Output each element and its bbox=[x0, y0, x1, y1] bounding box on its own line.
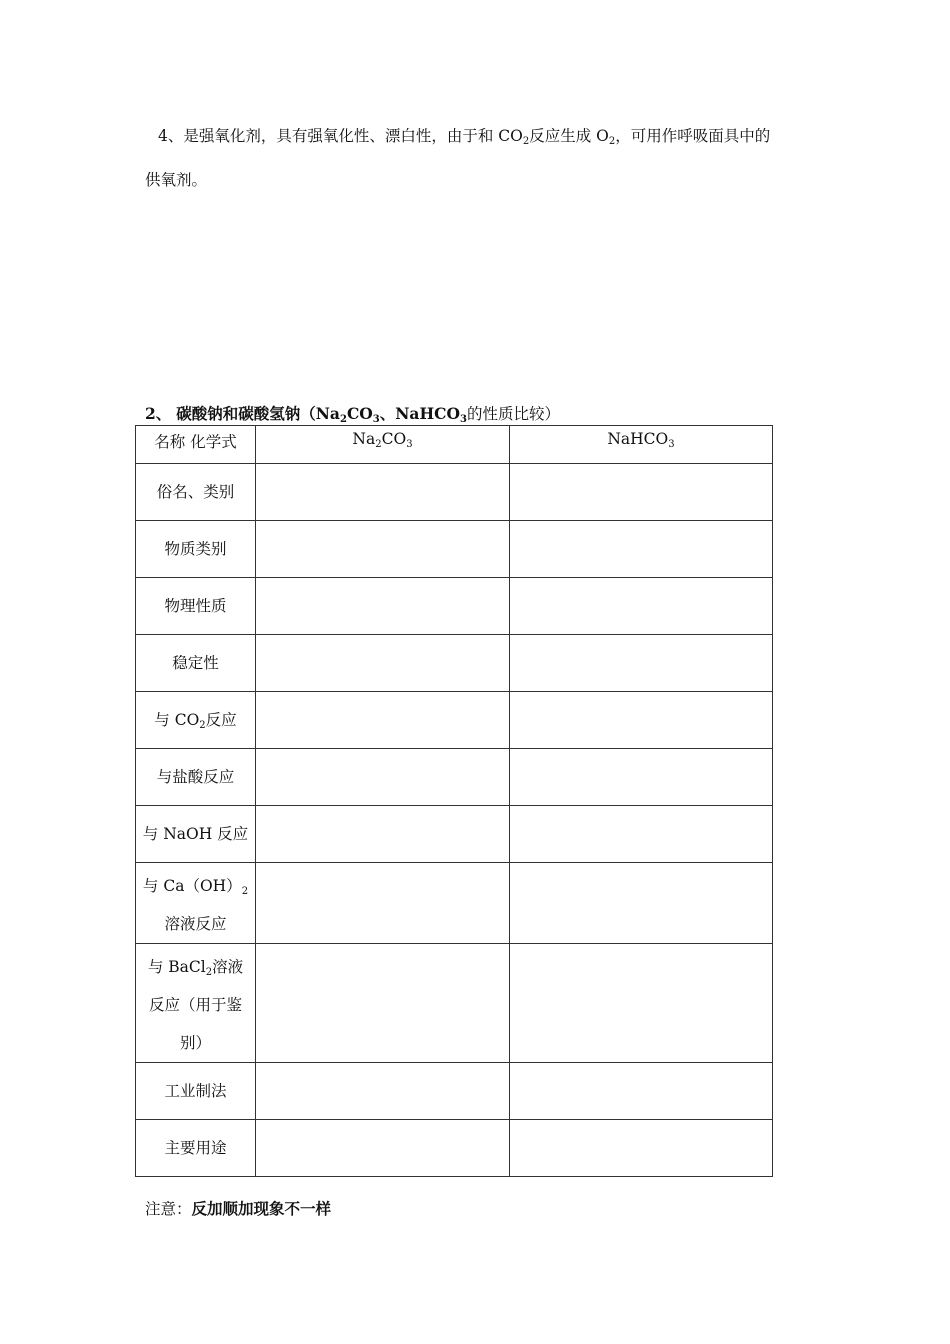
separator: 、 bbox=[379, 404, 396, 423]
row-label: 与盐酸反应 bbox=[136, 749, 256, 806]
empty-cell bbox=[256, 692, 510, 749]
subscript: 2 bbox=[522, 136, 530, 147]
row-label: 与 NaOH 反应 bbox=[136, 806, 256, 863]
label-part: 溶液反应（用于鉴别） bbox=[148, 958, 244, 1052]
row-label: 稳定性 bbox=[136, 635, 256, 692]
table-row bbox=[136, 464, 773, 521]
row-label: 工业制法 bbox=[136, 1063, 256, 1120]
empty-cell bbox=[510, 806, 773, 863]
row-label: 物质类别 bbox=[136, 521, 256, 578]
row-label bbox=[136, 944, 256, 1063]
subscript: 2 bbox=[205, 967, 213, 978]
formula-part: Na bbox=[352, 430, 376, 448]
empty-cell bbox=[510, 464, 773, 521]
table-row bbox=[136, 944, 773, 1063]
table-row bbox=[136, 692, 773, 749]
note-label: 注意： bbox=[145, 1200, 192, 1218]
empty-cell bbox=[256, 521, 510, 578]
empty-cell bbox=[510, 944, 773, 1063]
table-row bbox=[136, 749, 773, 806]
header-cell-nahco3 bbox=[510, 426, 773, 464]
row-label: 物理性质 bbox=[136, 578, 256, 635]
empty-cell bbox=[510, 578, 773, 635]
empty-cell bbox=[256, 635, 510, 692]
subscript: 2 bbox=[375, 439, 382, 450]
formula-part: NaHCO bbox=[607, 430, 669, 448]
empty-cell bbox=[256, 1120, 510, 1177]
table-header-row bbox=[136, 426, 773, 464]
paragraph-line-1 bbox=[158, 126, 770, 146]
table-row bbox=[136, 863, 773, 944]
table-row bbox=[136, 1120, 773, 1177]
empty-cell bbox=[256, 944, 510, 1063]
para-text: 反应生成 O bbox=[529, 127, 609, 145]
subscript: 3 bbox=[459, 414, 467, 425]
label-part: 反应 bbox=[205, 711, 237, 729]
empty-cell bbox=[510, 692, 773, 749]
empty-cell bbox=[510, 863, 773, 944]
heading-tail: 的性质比较） bbox=[466, 405, 560, 423]
note-text: 反加顺加现象不一样 bbox=[191, 1199, 332, 1218]
empty-cell bbox=[510, 1063, 773, 1120]
paragraph-line-2: 供氧剂。 bbox=[145, 171, 208, 189]
table-row bbox=[136, 635, 773, 692]
subscript: 2 bbox=[241, 886, 249, 897]
empty-cell bbox=[256, 578, 510, 635]
table-row bbox=[136, 1063, 773, 1120]
section-heading bbox=[145, 402, 560, 424]
subscript: 3 bbox=[372, 414, 380, 425]
formula-part: Na bbox=[315, 404, 340, 423]
subscript: 2 bbox=[199, 720, 206, 731]
formula-part: CO bbox=[381, 430, 407, 448]
empty-cell bbox=[256, 464, 510, 521]
empty-cell bbox=[510, 521, 773, 578]
row-label: 俗名、类别 bbox=[136, 464, 256, 521]
empty-cell bbox=[510, 1120, 773, 1177]
comparison-table bbox=[135, 425, 773, 1177]
para-text: 4、是强氧化剂，具有强氧化性、漂白性，由于和 CO bbox=[158, 127, 523, 145]
heading-title: 碳酸钠和碳酸氢钠（ bbox=[176, 404, 316, 423]
table-row bbox=[136, 521, 773, 578]
header-cell-name: 名称 化学式 bbox=[136, 426, 256, 464]
empty-cell bbox=[510, 749, 773, 806]
empty-cell bbox=[256, 863, 510, 944]
row-label bbox=[136, 692, 256, 749]
heading-number: 2、 bbox=[145, 404, 172, 423]
label-part: 与 BaCl bbox=[147, 958, 206, 976]
label-part: 与 CO bbox=[154, 711, 200, 729]
empty-cell bbox=[510, 635, 773, 692]
para-text: ，可用作呼吸面具中的 bbox=[615, 127, 771, 145]
subscript: 3 bbox=[668, 439, 675, 450]
formula-part: CO bbox=[346, 404, 373, 423]
subscript: 2 bbox=[608, 136, 616, 147]
label-part: 溶液反应 bbox=[164, 915, 227, 933]
empty-cell bbox=[256, 1063, 510, 1120]
formula-part: NaHCO bbox=[395, 404, 460, 423]
table-row bbox=[136, 806, 773, 863]
subscript: 2 bbox=[339, 414, 347, 425]
table-row bbox=[136, 578, 773, 635]
empty-cell bbox=[256, 806, 510, 863]
empty-cell bbox=[256, 749, 510, 806]
row-label bbox=[136, 863, 256, 944]
header-cell-na2co3 bbox=[256, 426, 510, 464]
label-part: 与 Ca（OH） bbox=[142, 877, 242, 895]
subscript: 3 bbox=[406, 439, 413, 450]
note bbox=[145, 1197, 331, 1219]
row-label: 主要用途 bbox=[136, 1120, 256, 1177]
